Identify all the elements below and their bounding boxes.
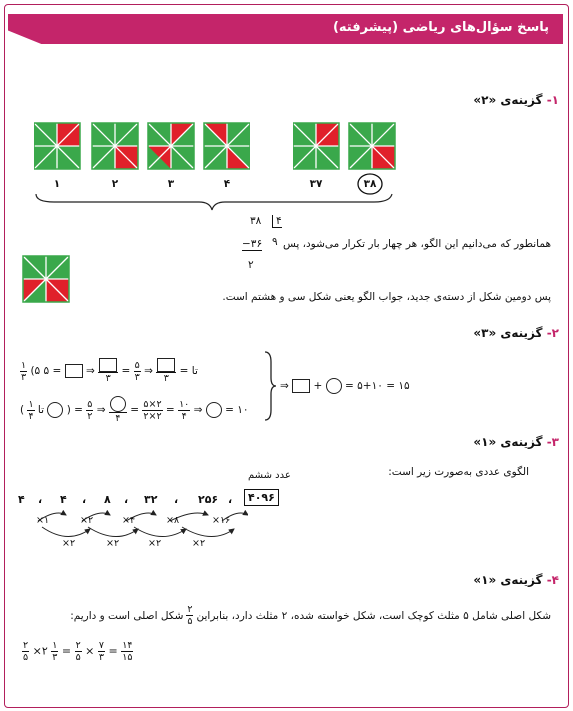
q2-option: گزینه‌ی «۳» [473, 326, 543, 340]
q4-heading [473, 573, 559, 587]
q4-explanation-start: شکل اصلی شامل ۵ مثلث کوچک است، شکل خواسته شده، ۲ مثلث دارد، بنابراین [196, 609, 551, 622]
unknown-box-icon [65, 364, 83, 378]
division-subtract: −۳۶ [242, 238, 263, 250]
row2-fraction-b: ۴ [109, 396, 127, 424]
unknown-circle-icon [206, 402, 222, 418]
q4-option: گزینه‌ی «۱» [473, 573, 543, 587]
eq-fraction-5: $\frac{۱۴}{۱۵}$ [122, 640, 133, 663]
tile-label-38: ۳۸ [363, 178, 377, 190]
tile-3 [148, 123, 194, 169]
seq-term-5: ۲۵۶ [198, 493, 219, 506]
page-header [8, 14, 563, 44]
eq-fraction-4: $\frac{۷}{۳}$ [98, 640, 104, 663]
seq-term-4: ۳۲ [144, 493, 158, 506]
eq-mid: ×۲ [32, 644, 48, 658]
eq-fraction-2: $\frac{۱}{۳}$ [52, 640, 58, 663]
op-upper-2: ×۲ [80, 515, 94, 526]
op-lower-4: ×۲ [192, 538, 206, 549]
seq-term-2: ۴ [60, 493, 67, 506]
tile-label-1: ۱ [53, 178, 61, 190]
seq-term-6: ۴۰۹۶ [244, 489, 279, 506]
row1-unit-fraction: $\frac{۱}{۳}$ [21, 359, 27, 383]
unknown-circle-icon [326, 378, 342, 394]
tile-4 [204, 123, 250, 169]
eq-fraction-1: $\frac{۲}{۵}$ [23, 640, 29, 663]
row1-end: = ۵ [43, 365, 62, 377]
tile-label-4: ۴ [223, 178, 231, 190]
q1-brace [34, 192, 404, 212]
q4-equation: $\frac{۲}{۵}$ ×۲ $\frac{۱}{۳}$ = $\frac{۲}{۵}$ × $\frac{۷}{۳}$ = $\frac{۱۴}{۱۵}$ [23, 640, 133, 663]
q4-explanation-end: شکل اصلی است و داریم: [70, 609, 184, 622]
op-lower-1: ×۲ [62, 538, 76, 549]
tile-label-2: ۲ [111, 178, 119, 190]
division-divisor: ۴ [272, 215, 282, 228]
q1-pattern-group-1 [34, 120, 250, 170]
op-upper-5: ×۱۶ [212, 515, 231, 526]
row2-fraction-d: $\frac{۱۰}{۴}$ [179, 398, 190, 422]
division-remainder: ۲ [248, 259, 254, 271]
q4-explanation [70, 604, 551, 627]
seq-term-1: ۴ [18, 493, 25, 506]
row1-start: (۵ تا [30, 365, 198, 377]
q1-answer-tile [22, 255, 72, 305]
eq-fraction-3: $\frac{۲}{۵}$ [75, 640, 81, 663]
q2-heading [473, 326, 559, 340]
q1-explanation-2: پس دومین شکل از دسته‌ی جدید، جواب الگو یعنی شکل سی و هشتم است. [222, 291, 551, 303]
page-frame [4, 4, 569, 708]
unknown-circle-icon [47, 402, 63, 418]
q3-option: گزینه‌ی «۱» [473, 435, 543, 449]
tile-label-3: ۳ [167, 178, 175, 190]
row1-fraction-b: $\frac{۵}{۳}$ [134, 359, 140, 383]
op-lower-3: ×۲ [148, 538, 162, 549]
page-title: پاسخ سؤال‌های ریاضی (پیشرفته) [332, 20, 549, 35]
unknown-circle-icon [110, 396, 126, 412]
q1-explanation-1: همانطور که می‌دانیم این الگو، هر چهار بار تکرار می‌شود، پس [282, 238, 551, 250]
q3-heading [473, 435, 559, 449]
q3-number: ۳- [546, 435, 559, 449]
row2-start: تا [37, 404, 45, 416]
q1-heading [473, 93, 559, 107]
q2-result: ⇒ + = ۵+۱۰ = ۱۵ [280, 380, 410, 392]
sixth-term-label: عدد ششم [248, 470, 291, 481]
row2-unit-fraction: $\frac{۱}{۴}$ [28, 398, 34, 422]
seq-term-3: ۸ [104, 493, 111, 506]
q2-result-text: = ۵+۱۰ = ۱۵ [345, 380, 410, 392]
tile-37 [293, 123, 339, 169]
row2-fraction-c: $\frac{۵\times ۲}{۲\times ۲}$ [143, 398, 162, 422]
q1-number: ۱- [546, 93, 559, 107]
unknown-box-icon [99, 358, 117, 372]
row1-fraction-a: ۳ [156, 358, 176, 384]
tile-1 [34, 123, 80, 169]
row2-fraction-a: $\frac{۵}{۲}$ [87, 398, 93, 422]
unknown-box-icon [292, 379, 310, 393]
q4-fraction: $\frac{۲}{۵}$ [187, 604, 193, 627]
q2-row-1: $\frac{۱}{۳}$ (۵ تا = ۳ ⇒ $\frac{۵}{۳}$ = ۳ ⇒ = ۵ [21, 359, 198, 384]
row2-end: = ۱۰ [225, 404, 249, 416]
op-upper-1: ×۱ [36, 515, 50, 526]
op-upper-3: ×۴ [122, 515, 136, 526]
tile-2 [92, 123, 138, 169]
q1-option: گزینه‌ی «۲» [473, 93, 543, 107]
q4-number: ۴- [546, 573, 559, 587]
tile-38 [349, 123, 395, 169]
tile-label-37: ۳۷ [309, 178, 323, 190]
op-upper-4: ×۸ [166, 515, 180, 526]
unknown-box-icon [157, 358, 175, 372]
division-dividend: ۳۸ [250, 215, 262, 227]
op-lower-2: ×۲ [106, 538, 120, 549]
q2-number: ۲- [546, 326, 559, 340]
division-quotient: ۹ [272, 236, 278, 248]
q3-explanation: الگوی عددی به‌صورت زیر است: [388, 466, 529, 478]
q2-row-2: ( $\frac{۱}{۴}$ تا ) = $\frac{۵}{۲}$ ⇒ ۴ = $\frac{۵\times ۲}{۲\times ۲}$ = $\frac{۱۰}{۴}$ ⇒ = ۱۰ [20, 396, 249, 424]
q1-pattern-group-2 [293, 120, 397, 170]
row1-fraction-c: ۳ [98, 358, 118, 384]
right-brace-icon [262, 350, 278, 422]
